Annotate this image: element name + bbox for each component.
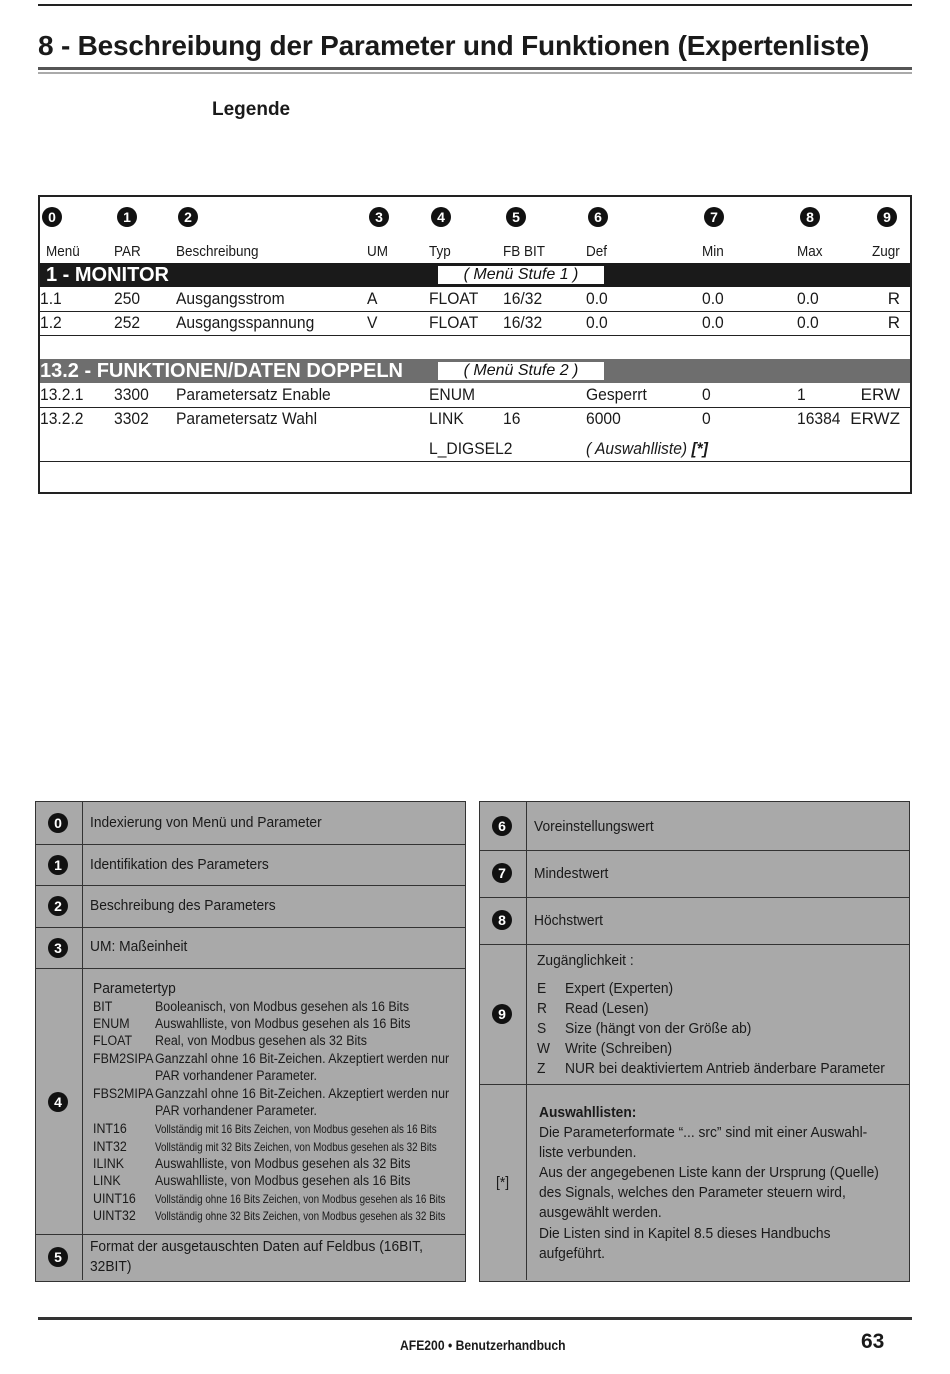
cell-max: 0.0 xyxy=(797,289,819,308)
lists-line: des Signals, welches den Parameter steuern wird, xyxy=(539,1184,846,1201)
column-number-1: 1 xyxy=(117,207,137,227)
cell-def: Gesperrt xyxy=(586,385,647,404)
cell-max: 1 xyxy=(797,385,806,404)
access-code: Z xyxy=(537,1060,546,1077)
cell-zugr: R xyxy=(887,289,900,308)
legend-box-left xyxy=(35,801,466,1282)
column-number-4: 4 xyxy=(431,207,451,227)
access-section xyxy=(480,944,909,1085)
cell-fb: 16/32 xyxy=(503,313,543,332)
top-rule xyxy=(38,4,912,6)
legend-number: 4 xyxy=(48,1092,68,1112)
type-description: Real, von Modbus gesehen als 32 Bits xyxy=(155,1033,367,1048)
header-def: Def xyxy=(586,243,608,260)
type-description: Auswahlliste, von Modbus gesehen als 16 Bits xyxy=(155,1016,411,1031)
header-max: Max xyxy=(797,243,823,260)
access-code: R xyxy=(537,1000,547,1017)
type-code: FLOAT xyxy=(93,1033,133,1048)
legend-text: Format der ausgetauschten Daten auf Feldbus (16BIT, xyxy=(90,1238,423,1255)
lists-line: liste verbunden. xyxy=(539,1144,637,1161)
cell-zugr: ERWZ xyxy=(850,409,900,428)
type-code: FBS2MIPA xyxy=(93,1086,154,1101)
type-code: FBM2SIPA xyxy=(93,1051,154,1066)
access-heading: Zugänglichkeit : xyxy=(537,952,634,969)
column-number-2: 2 xyxy=(178,207,198,227)
legend-number: 1 xyxy=(48,855,68,875)
cell-min: 0 xyxy=(702,409,711,428)
legend-item xyxy=(36,927,465,969)
title-rule xyxy=(38,67,912,70)
legend-number: 7 xyxy=(492,863,512,883)
legend-item xyxy=(36,802,465,845)
access-description: Write (Schreiben) xyxy=(565,1040,673,1057)
row-divider xyxy=(40,461,910,462)
lists-line: Die Parameterformate “... src” sind mit einer Auswahl- xyxy=(539,1124,868,1141)
cell-zugr: R xyxy=(887,313,900,332)
menu-level-badge: ( Menü Stufe 1 ) xyxy=(438,266,604,284)
list-mark: [*] xyxy=(496,1174,510,1191)
legend-number: 0 xyxy=(48,813,68,833)
type-description-cont: PAR vorhandener Parameter. xyxy=(155,1103,318,1118)
header-typ: Typ xyxy=(429,243,451,260)
cell-par: 3300 xyxy=(114,385,149,404)
cell-um: V xyxy=(367,313,378,332)
column-number-8: 8 xyxy=(800,207,820,227)
legend-text: Indexierung von Menü und Parameter xyxy=(90,814,322,831)
legend-table xyxy=(38,195,912,494)
type-description: Vollständig ohne 32 Bits Zeichen, von Modbus gesehen als 32 Bits xyxy=(155,1209,446,1223)
cell-description: Parametersatz Enable xyxy=(176,385,331,404)
legend-text-cont: 32BIT) xyxy=(90,1258,132,1275)
legend-number: 8 xyxy=(492,910,512,930)
cell-menu: 13.2.1 xyxy=(40,385,84,404)
cell-fb: 16/32 xyxy=(503,289,543,308)
list-mark: [*] xyxy=(691,439,708,458)
column-number-3: 3 xyxy=(369,207,389,227)
type-description: Auswahlliste, von Modbus gesehen als 16 Bits xyxy=(155,1173,411,1188)
cell-typ: ENUM xyxy=(429,385,476,404)
cell-typ: FLOAT xyxy=(429,289,479,308)
section-band-funktionen xyxy=(40,359,910,383)
cell-min: 0 xyxy=(702,385,711,404)
header-um: UM xyxy=(367,243,388,260)
column-number-9: 9 xyxy=(877,207,897,227)
cell-min: 0.0 xyxy=(702,289,724,308)
row-divider xyxy=(40,311,910,312)
cell-def: 6000 xyxy=(586,409,621,428)
header-par: PAR xyxy=(114,243,141,260)
cell-min: 0.0 xyxy=(702,313,724,332)
selection-lists-section xyxy=(480,1084,909,1280)
type-description: Vollständig mit 32 Bits Zeichen, von Modbus gesehen als 32 Bits xyxy=(155,1140,437,1154)
legend-number: 5 xyxy=(48,1247,68,1267)
legend-text: Voreinstellungswert xyxy=(534,818,654,835)
parameter-type-heading: Parametertyp xyxy=(93,980,176,997)
lists-line: aufgeführt. xyxy=(539,1245,605,1262)
legend-text: Höchstwert xyxy=(534,912,604,929)
legend-box-right xyxy=(479,801,910,1282)
access-description: Size (hängt von der Größe ab) xyxy=(565,1020,752,1037)
legend-number: 9 xyxy=(492,1004,512,1024)
legend-item xyxy=(36,885,465,928)
type-code: LINK xyxy=(93,1173,121,1188)
access-description: Expert (Experten) xyxy=(565,980,674,997)
cell-zugr: ERW xyxy=(860,385,900,404)
legend-item xyxy=(480,897,909,945)
title-rule-light xyxy=(38,72,912,74)
section-title: 13.2 - FUNKTIONEN/DATEN DOPPELN xyxy=(40,360,403,382)
type-code: ENUM xyxy=(93,1016,130,1031)
column-number-0: 0 xyxy=(42,207,62,227)
legend-text: Mindestwert xyxy=(534,865,609,882)
lists-line: Aus der angegebenen Liste kann der Ursprung (Quelle) xyxy=(539,1164,879,1181)
cell-link-def xyxy=(586,439,708,459)
cell-max: 0.0 xyxy=(797,313,819,332)
type-description: Booleanisch, von Modbus gesehen als 16 Bits xyxy=(155,999,410,1014)
access-description: Read (Lesen) xyxy=(565,1000,649,1017)
row-divider xyxy=(40,335,910,336)
header-menu: Menü xyxy=(46,243,80,260)
cell-description: Ausgangsspannung xyxy=(176,313,315,332)
header-description: Beschreibung xyxy=(176,243,259,260)
cell-def: 0.0 xyxy=(586,289,608,308)
legend-label: Legende xyxy=(212,99,291,120)
row-divider xyxy=(40,407,910,408)
type-code: ILINK xyxy=(93,1156,125,1171)
cell-par: 250 xyxy=(114,289,141,308)
legend-text: Beschreibung des Parameters xyxy=(90,897,276,914)
legend-text: Identifikation des Parameters xyxy=(90,856,269,873)
type-description: Ganzzahl ohne 16 Bit-Zeichen. Akzeptiert werden nur xyxy=(155,1086,450,1101)
header-min: Min xyxy=(702,243,724,260)
cell-description: Ausgangsstrom xyxy=(176,289,285,308)
cell-typ: FLOAT xyxy=(429,313,479,332)
cell-menu: 1.1 xyxy=(40,289,62,308)
header-fb-bit: FB BIT xyxy=(503,243,546,260)
type-code: UINT32 xyxy=(93,1208,136,1223)
access-code: W xyxy=(537,1040,551,1057)
access-code: S xyxy=(537,1020,547,1037)
legend-item xyxy=(480,850,909,898)
type-code: INT16 xyxy=(93,1121,127,1136)
list-reference: ( Auswahlliste) xyxy=(586,439,688,458)
footer-text: AFE200 • Benutzerhandbuch xyxy=(400,1338,566,1353)
column-number-7: 7 xyxy=(704,207,724,227)
cell-description: Parametersatz Wahl xyxy=(176,409,318,428)
legend-number: 2 xyxy=(48,896,68,916)
legend-number: 3 xyxy=(48,938,68,958)
type-description-cont: PAR vorhandener Parameter. xyxy=(155,1068,318,1083)
column-number-6: 6 xyxy=(588,207,608,227)
cell-menu: 1.2 xyxy=(40,313,62,332)
type-description: Vollständig ohne 16 Bits Zeichen, von Modbus gesehen als 16 Bits xyxy=(155,1192,446,1206)
parameter-type-section xyxy=(36,968,465,1235)
cell-menu: 13.2.2 xyxy=(40,409,84,428)
cell-par: 3302 xyxy=(114,409,149,428)
access-description: NUR bei deaktiviertem Antrieb änderbare Parameter xyxy=(565,1060,885,1077)
legend-number: 6 xyxy=(492,816,512,836)
type-code: BIT xyxy=(93,999,113,1014)
section-band-monitor xyxy=(40,263,910,287)
type-description: Auswahlliste, von Modbus gesehen als 32 Bits xyxy=(155,1156,411,1171)
legend-item xyxy=(36,844,465,886)
cell-um: A xyxy=(367,289,378,308)
cell-par: 252 xyxy=(114,313,141,332)
legend-item xyxy=(36,1234,465,1280)
page-number: 63 xyxy=(861,1330,885,1353)
type-description: Ganzzahl ohne 16 Bit-Zeichen. Akzeptiert werden nur xyxy=(155,1051,450,1066)
cell-link-list: L_DIGSEL2 xyxy=(429,439,513,458)
menu-level-badge: ( Menü Stufe 2 ) xyxy=(438,362,604,380)
section-title: 1 - MONITOR xyxy=(46,264,169,286)
page-title: 8 - Beschreibung der Parameter und Funktionen (Expertenliste) xyxy=(38,30,870,61)
column-number-5: 5 xyxy=(506,207,526,227)
cell-typ: LINK xyxy=(429,409,464,428)
header-zugr: Zugr xyxy=(872,243,900,260)
footer-rule xyxy=(38,1317,912,1320)
lists-line: ausgewählt werden. xyxy=(539,1204,662,1221)
type-description: Vollständig mit 16 Bits Zeichen, von Modbus gesehen als 16 Bits xyxy=(155,1122,437,1136)
type-code: UINT16 xyxy=(93,1191,136,1206)
cell-fb: 16 xyxy=(503,409,521,428)
legend-text: UM: Maßeinheit xyxy=(90,938,188,955)
legend-item xyxy=(480,802,909,851)
type-code: INT32 xyxy=(93,1139,127,1154)
lists-heading: Auswahllisten: xyxy=(539,1104,637,1121)
cell-def: 0.0 xyxy=(586,313,608,332)
lists-line: Die Listen sind in Kapitel 8.5 dieses Handbuchs xyxy=(539,1225,831,1242)
cell-max: 16384 xyxy=(797,409,841,428)
access-code: E xyxy=(537,980,547,997)
